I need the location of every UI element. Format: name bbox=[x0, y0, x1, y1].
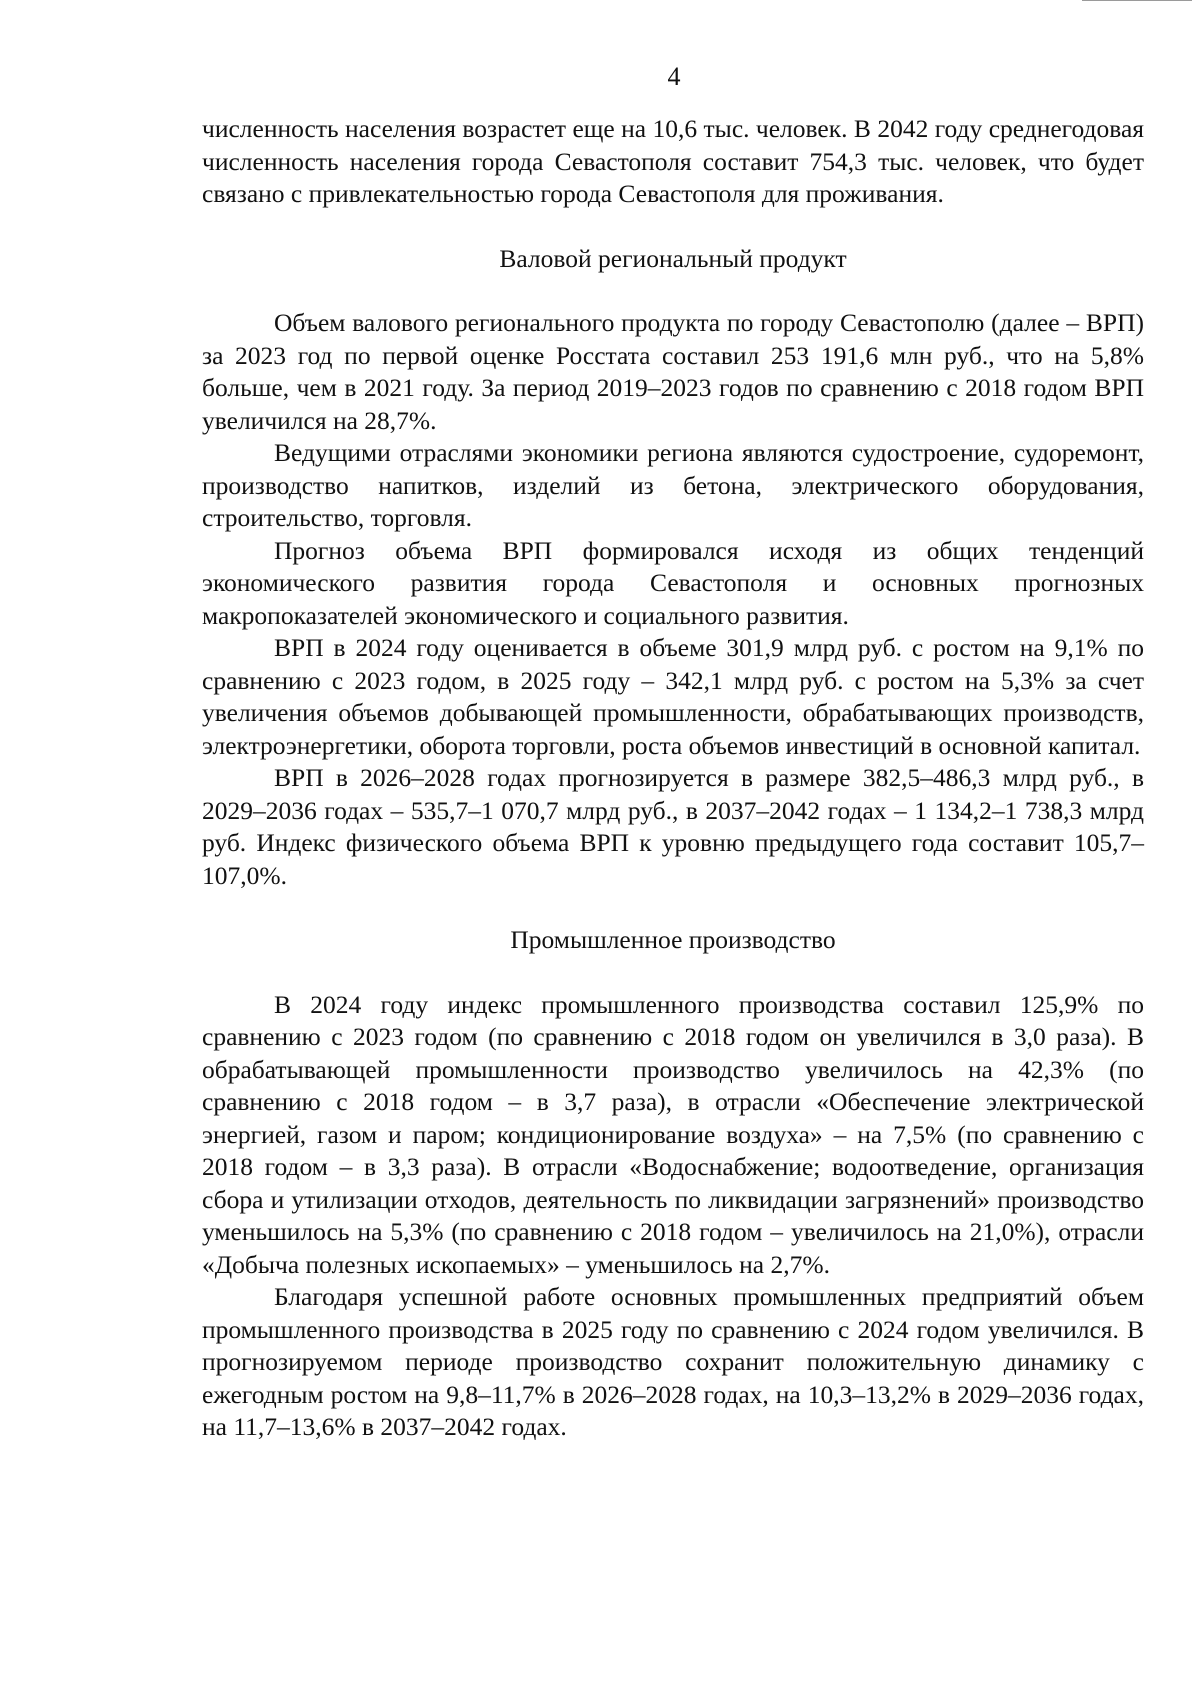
spacer bbox=[202, 957, 1144, 989]
spacer bbox=[202, 211, 1144, 243]
paragraph-grp-volume: Объем валового регионального продукта по городу Севастополю (далее – ВРП) за 2023 год по первой оценке Росстата составил 253 191,6 млн руб., что на 5,8% больше, чем в 2021 году. За период 2019–2023 годов по сравнению с 2018 годом ВРП увеличился на 28,7%. bbox=[202, 308, 1144, 435]
paragraph-industry-forecast: Благодаря успешной работе основных промышленных предприятий объем промышленного производства в 2025 году по сравнению с 2024 годом увеличился. В прогнозируемом периоде производство сохранит положительную динамику с ежегодным ростом на 9,8–11,7% в 2026–2028 годах, на 10,3–13,2% в 2029–2036 годах, на 11,7–13,6% в 2037–2042 годах. bbox=[202, 1282, 1144, 1441]
paragraph-grp-2026-2042: ВРП в 2026–2028 годах прогнозируется в размере 382,5–486,3 млрд руб., в 2029–2036 годах – 535,7–1 070,7 млрд руб., в 2037–2042 годах – 1 134,2–1 738,3 млрд руб. Индекс физического объема ВРП к уровню предыдущего года составит 105,7–107,0%. bbox=[202, 763, 1144, 890]
spacer bbox=[202, 275, 1144, 307]
scan-edge-mark bbox=[1082, 0, 1192, 3]
section-heading-industry: Промышленное производство bbox=[510, 925, 836, 954]
page-number: 4 bbox=[667, 62, 681, 91]
paragraph-industry-2024: В 2024 году индекс промышленного производства составил 125,9% по сравнению с 2023 годом (по сравнению с 2018 годом он увеличился в 3,0 раза). В обрабатывающей промышленности производство увеличилось на 42,3% (по сравнению с 2018 годом – в 3,7 раза), в отрасли «Обеспечение электрической энергией, газом и паром; кондиционирование воздуха» – на 7,5% (по сравнению с 2018 годом – в 3,3 раза). В отрасли «Водоснабжение; водоотведение, организация сбора и утилизации отходов, деятельность по ликвидации загрязнений» производство уменьшилось на 5,3% (по сравнению с 2018 годом – увеличилось на 21,0%), отрасли «Добыча полезных ископаемых» – уменьшилось на 2,7%. bbox=[202, 989, 1144, 1279]
paragraph-grp-industries: Ведущими отраслями экономики региона являются судостроение, судоремонт, производство напитков, изделий из бетона, электрического оборудования, строительство, торговля. bbox=[202, 438, 1144, 532]
paragraph-grp-forecast-basis: Прогноз объема ВРП формировался исходя из общих тенденций экономического развития города Севастополя и основных прогнозных макропоказателей экономического и социального развития. bbox=[202, 535, 1144, 630]
section-heading-grp: Валовой региональный продукт bbox=[499, 243, 847, 273]
document-body bbox=[202, 113, 1144, 1444]
paragraph-population: численность населения возрастет еще на 10,6 тыс. человек. В 2042 году среднегодовая численность населения города Севастополя составит 754,3 тыс. человек, что будет связано с привлекательностью города Севастополя для проживания. bbox=[202, 114, 1144, 208]
paragraph-grp-2024-2025: ВРП в 2024 году оценивается в объеме 301,9 млрд руб. с ростом на 9,1% по сравнению с 2023 годом, в 2025 году – 342,1 млрд руб. с ростом на 5,3% за счет увеличения объемов добывающей промышленности, обрабатывающих производств, электроэнергетики, оборота торговли, роста объемов инвестиций в основной капитал. bbox=[202, 633, 1144, 760]
spacer bbox=[202, 892, 1144, 924]
